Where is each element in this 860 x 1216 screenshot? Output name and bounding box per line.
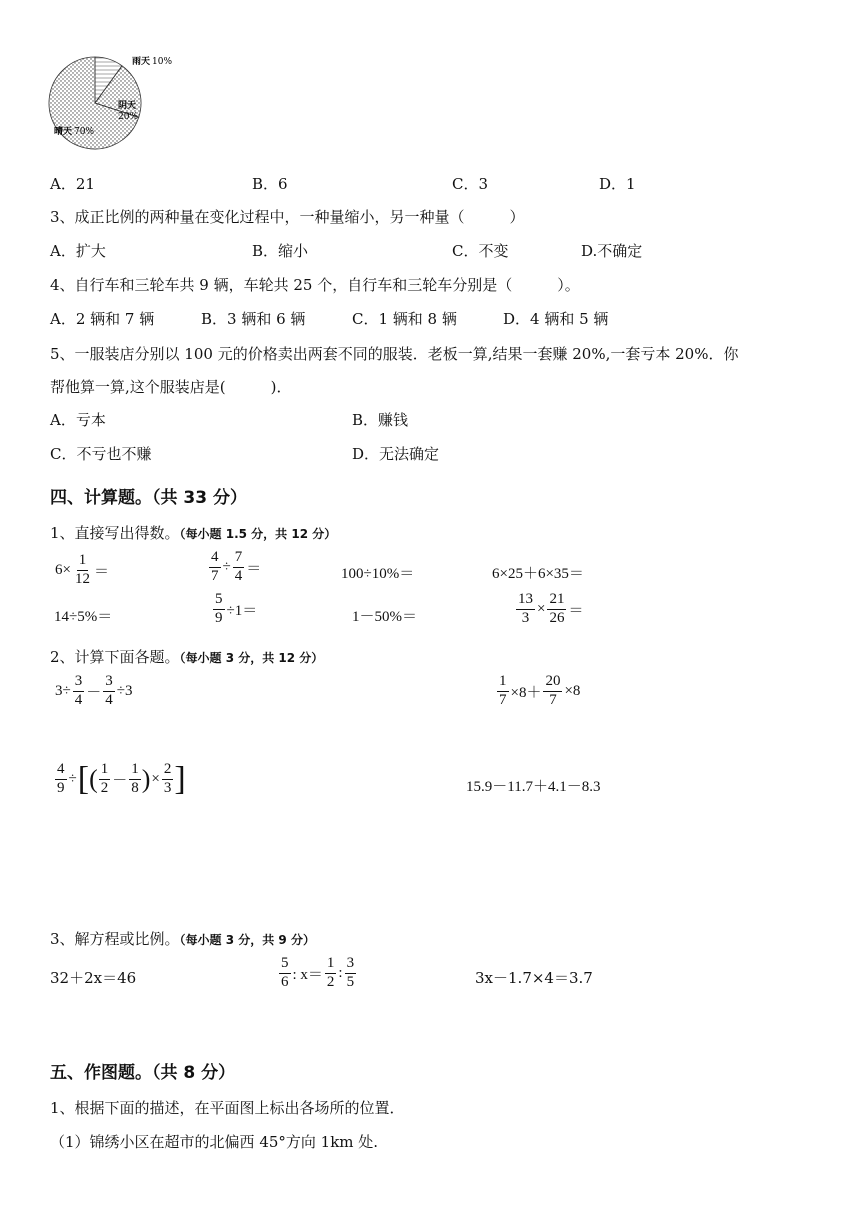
calc-3-div-3-4: 3÷ $\frac{3}{4}$ － $\frac{3}{4}$ ÷3 [55, 673, 133, 708]
q4-option-d: D．4 辆和 5 辆 [503, 310, 609, 328]
q4-stem: 4、自行车和三轮车共 9 辆，车轮共 25 个，自行车和三轮车分别是（ ）。 [50, 276, 580, 294]
s4-p1-title: 1、直接写出得数。（每小题 1.5 分，共 12 分） [50, 524, 337, 542]
s5-p1-sub: （1）锦绣小区在超市的北偏西 45°方向 1km 处. [50, 1133, 379, 1151]
q5-stem-line1: 5、一服装店分别以 100 元的价格卖出两套不同的服装．老板一算,结果一套赚 20%,一套亏本 20%．你 [50, 345, 739, 363]
q3-stem: 3、成正比例的两种量在变化过程中，一种量缩小，另一种量（ ） [50, 208, 525, 226]
q3-option-c: C．不变 [452, 242, 509, 260]
solve-5-6-ratio: $\frac{5}{6}$ : x＝ $\frac{1}{2}$ : $\frac{3}{5}$ [281, 955, 355, 990]
q4-option-b: B．3 辆和 6 辆 [201, 310, 306, 328]
q5-option-c: C．不亏也不赚 [50, 445, 152, 463]
calc-4-9-bracket: $\frac{4}{9}$ ÷[( $\frac{1}{2}$ － $\frac{1}{8}$ )× $\frac{2}{3}$ ] [57, 760, 186, 798]
weather-pie-chart [40, 48, 200, 168]
pie-label-cloudy-pct: 20% [118, 112, 139, 122]
q5-option-a: A．亏本 [50, 411, 106, 429]
q3-option-d: D.不确定 [581, 242, 643, 260]
s4-p2-note: （每小题 3 分，共 12 分） [179, 651, 324, 665]
pie-label-sunny: 晴天 70% [54, 127, 95, 137]
pie-label-cloudy: 阴天 [118, 101, 137, 111]
section5-title: 五、作图题。（共 8 分） [50, 1063, 236, 1083]
solve-3x: 3x－1.7×4＝3.7 [475, 969, 593, 987]
s4-p1-note: （每小题 1.5 分，共 12 分） [179, 527, 337, 541]
q5-option-b: B．赚钱 [352, 411, 409, 429]
expr-14-div-5pct: 14÷5%＝ [54, 609, 113, 625]
expr-6x1-12: 6× $\frac{1}{12}$ ＝ [55, 552, 109, 587]
q3-option-b: B．缩小 [252, 242, 309, 260]
expr-5-9-div-1: $\frac{5}{9}$ ÷1＝ [215, 591, 258, 626]
s5-p1: 1、根据下面的描述，在平面图上标出各场所的位置． [50, 1099, 405, 1117]
q4-option-a: A．2 辆和 7 辆 [50, 310, 155, 328]
calc-1-7x8: $\frac{1}{7}$ ×8＋ $\frac{20}{7}$ ×8 [499, 673, 581, 708]
q2-option-c: C．3 [452, 175, 489, 193]
expr-13-3-x-21-26: $\frac{13}{3}$ × $\frac{21}{26}$ ＝ [518, 591, 584, 626]
s4-p2-title: 2、计算下面各题。（每小题 3 分，共 12 分） [50, 648, 324, 666]
q5-stem-line2: 帮他算一算,这个服装店是( )． [50, 378, 292, 396]
q2-option-b: B．6 [252, 175, 288, 193]
expr-100-div-10pct: 100÷10%＝ [341, 566, 415, 582]
q2-option-d: D．1 [599, 175, 636, 193]
solve-32-2x: 32＋2x＝46 [50, 969, 137, 987]
q4-option-c: C．1 辆和 8 辆 [352, 310, 457, 328]
expr-4-7-div-7-4: $\frac{4}{7}$ ÷ $\frac{7}{4}$ ＝ [211, 549, 262, 584]
q2-option-a: A．21 [50, 175, 95, 193]
expr-1-minus-50pct: 1－50%＝ [352, 609, 417, 625]
expr-6x25-6x35: 6×25＋6×35＝ [492, 566, 584, 582]
calc-15-9: 15.9－11.7＋4.1－8.3 [466, 779, 601, 795]
section4-title: 四、计算题。（共 33 分） [50, 488, 247, 508]
pie-label-rain: 雨天 10% [132, 57, 173, 67]
q3-option-a: A．扩大 [50, 242, 106, 260]
s4-p3-title: 3、解方程或比例。（每小题 3 分，共 9 分） [50, 930, 315, 948]
s4-p3-note: （每小题 3 分，共 9 分） [179, 933, 315, 947]
q5-option-d: D．无法确定 [352, 445, 440, 463]
